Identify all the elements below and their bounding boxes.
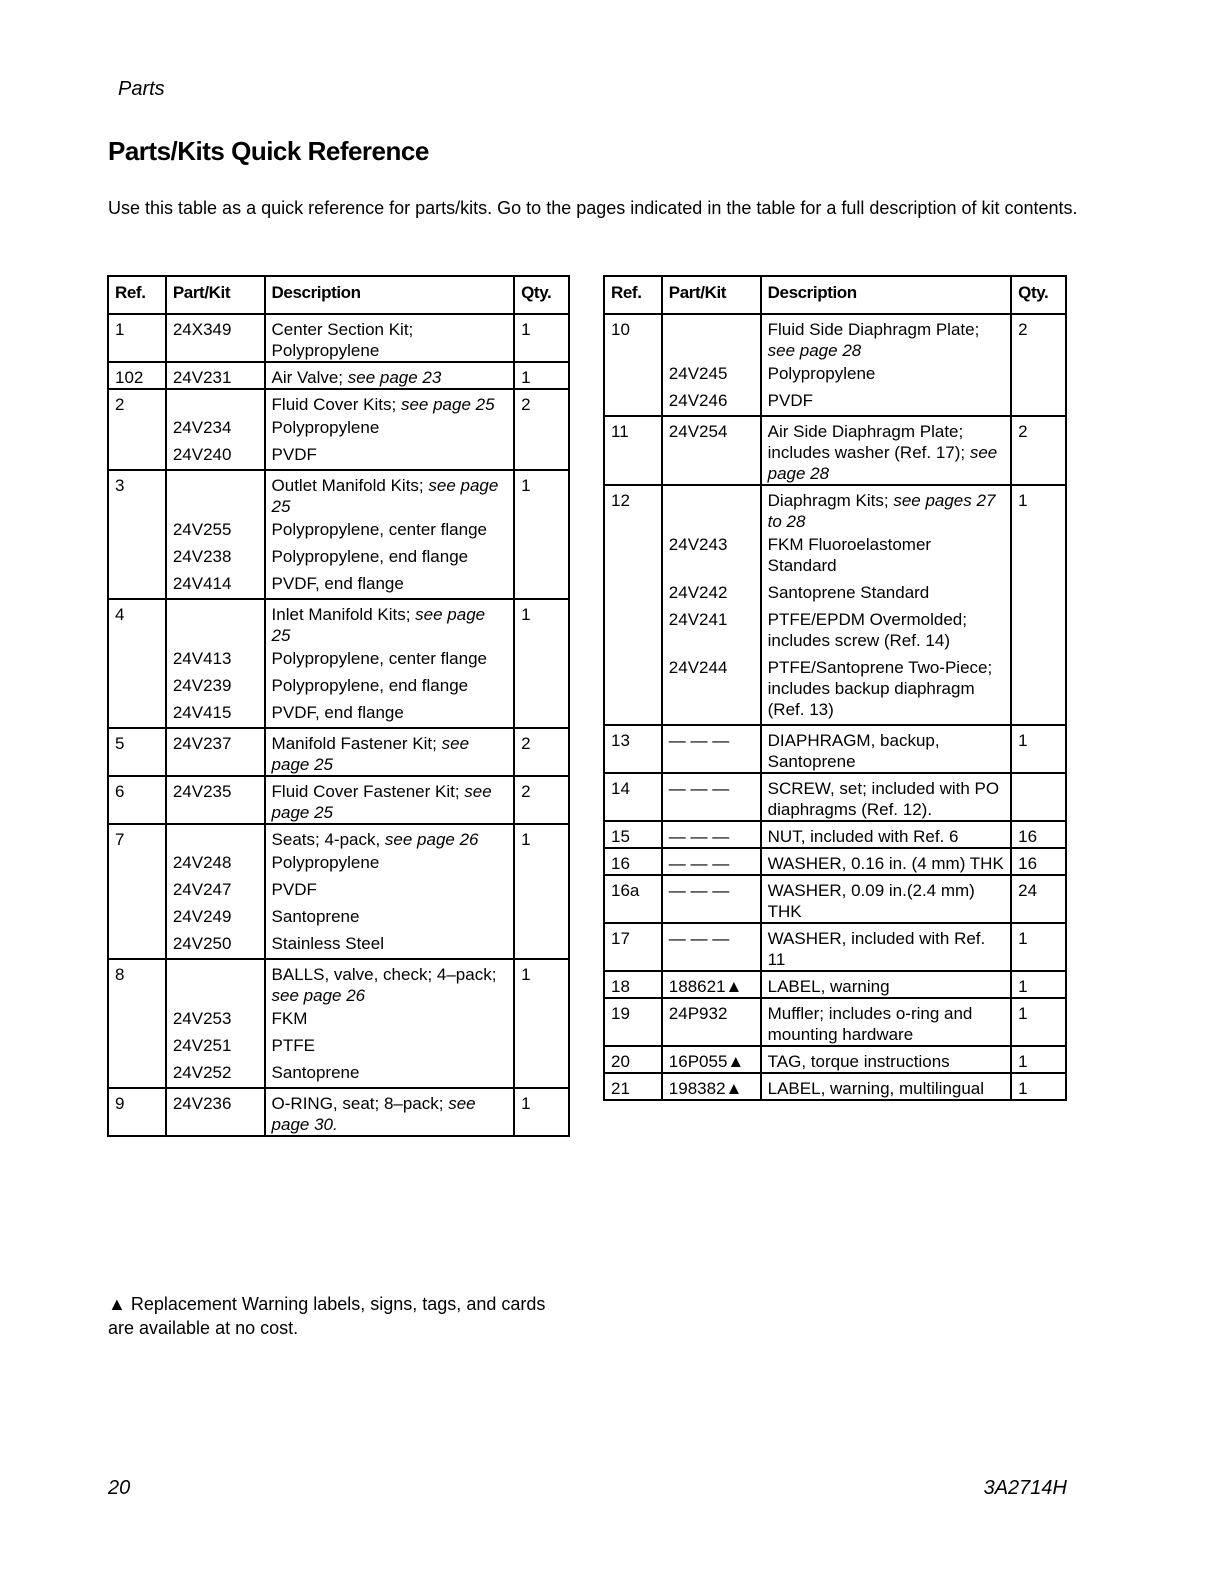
part-cell: 198382▲ [662,1073,761,1100]
description-cell: PVDF [761,388,1011,416]
qty-cell [514,571,569,599]
part-cell: 24V254 [662,416,761,485]
col-header-qty: Qty. [1011,276,1066,314]
ref-cell [604,532,662,580]
qty-cell [514,517,569,544]
ref-cell: 4 [108,599,166,646]
part-cell: 24V231 [166,362,265,389]
table-row [604,923,1066,971]
ref-cell: 7 [108,824,166,850]
page-reference: see page 26 [384,830,479,849]
table-row [108,389,569,415]
qty-cell [514,673,569,700]
col-header-description: Description [265,276,515,314]
description-cell [265,1088,515,1136]
description-cell [761,314,1011,361]
qty-cell [514,931,569,959]
description-cell: Polypropylene, end flange [265,673,515,700]
description-cell: Center Section Kit; Polypropylene [265,314,515,362]
section-label: Parts [118,78,165,100]
part-cell: 24V255 [166,517,265,544]
col-header-description: Description [761,276,1011,314]
part-cell [166,824,265,850]
part-cell: 24V249 [166,904,265,931]
description-text: O-RING, seat; 8–pack; [271,1094,449,1113]
ref-cell [604,580,662,607]
page-title: Parts/Kits Quick Reference [108,136,429,166]
qty-cell [514,1006,569,1033]
ref-cell [108,571,166,599]
description-cell: LABEL, warning [761,971,1011,998]
qty-cell [514,700,569,728]
part-cell: 24V250 [166,931,265,959]
part-cell [166,959,265,1006]
part-cell: 24V415 [166,700,265,728]
part-cell: 24V234 [166,415,265,442]
table-subrow [604,388,1066,416]
ref-cell: 12 [604,485,662,532]
page-reference: see page 25 [271,734,470,774]
part-cell: 24V237 [166,728,265,776]
qty-cell: 1 [514,959,569,1006]
table-row [604,875,1066,923]
qty-cell [1011,773,1066,821]
table-row [604,821,1066,848]
part-cell: 24V248 [166,850,265,877]
part-cell: 24X349 [166,314,265,362]
qty-cell [1011,532,1066,580]
part-cell: 16P055▲ [662,1046,761,1073]
page-reference: see page 30. [271,1094,476,1134]
qty-cell: 16 [1011,821,1066,848]
description-cell: Santoprene [265,904,515,931]
document-code: 3A2714H [983,1477,1067,1499]
description-cell: WASHER, 0.16 in. (4 mm) THK [761,848,1011,875]
qty-cell: 2 [514,776,569,824]
qty-cell [1011,607,1066,655]
description-cell: PTFE/EPDM Overmolded; includes screw (Ref. 14) [761,607,1011,655]
ref-cell [108,1033,166,1060]
description-text: Fluid Side Diaphragm Plate; [767,320,980,339]
qty-cell [514,850,569,877]
table-header-row [604,276,1066,314]
part-cell: 24V240 [166,442,265,470]
part-cell: 24V241 [662,607,761,655]
ref-cell: 16 [604,848,662,875]
part-cell: 188621▲ [662,971,761,998]
col-header-ref: Ref. [108,276,166,314]
ref-cell: 6 [108,776,166,824]
table-row [604,773,1066,821]
qty-cell [514,544,569,571]
table-row [108,776,569,824]
part-cell: 24V247 [166,877,265,904]
description-cell [265,824,515,850]
qty-cell: 1 [514,470,569,517]
ref-cell [604,607,662,655]
table-subrow [108,700,569,728]
ref-cell: 2 [108,389,166,415]
table-row [108,959,569,1006]
ref-cell: 21 [604,1073,662,1100]
qty-cell: 2 [514,389,569,415]
table-subrow [108,850,569,877]
qty-cell [514,904,569,931]
description-cell: Polypropylene, center flange [265,517,515,544]
table-subrow [108,571,569,599]
part-cell: — — — [662,848,761,875]
ref-cell [604,655,662,725]
page-reference: see page 28 [767,443,998,483]
description-text: Fluid Cover Fastener Kit; [271,782,465,801]
part-cell: 24P932 [662,998,761,1046]
col-header-qty: Qty. [514,276,569,314]
table-subrow [108,1033,569,1060]
part-cell: — — — [662,875,761,923]
qty-cell [1011,655,1066,725]
qty-cell: 16 [1011,848,1066,875]
description-cell: Muffler; includes o-ring and mounting hardware [761,998,1011,1046]
table-row [604,998,1066,1046]
ref-cell: 20 [604,1046,662,1073]
part-cell [166,599,265,646]
ref-cell [108,415,166,442]
part-cell: 24V252 [166,1060,265,1088]
description-text: Inlet Manifold Kits; [271,605,416,624]
description-text: Seats; 4-pack, [271,830,385,849]
qty-cell [1011,388,1066,416]
qty-cell: 1 [514,824,569,850]
table-subrow [108,877,569,904]
table-row [108,1088,569,1136]
qty-cell: 1 [1011,725,1066,773]
description-text: Manifold Fastener Kit; [271,734,442,753]
ref-cell [108,904,166,931]
qty-cell: 2 [514,728,569,776]
description-cell: Polypropylene, end flange [265,544,515,571]
intro-paragraph: Use this table as a quick reference for parts/kits. Go to the pages indicated in the table for a full description of kit contents. [108,198,1078,218]
ref-cell: 16a [604,875,662,923]
description-text: Air Side Diaphragm Plate; includes washer (Ref. 17); [767,422,970,462]
ref-cell [108,877,166,904]
qty-cell [514,646,569,673]
table-subrow [108,442,569,470]
qty-cell: 1 [514,314,569,362]
qty-cell: 1 [1011,1073,1066,1100]
ref-cell [108,931,166,959]
ref-cell: 3 [108,470,166,517]
description-cell: Santoprene [265,1060,515,1088]
qty-cell: 1 [1011,998,1066,1046]
page-number: 20 [108,1477,131,1499]
part-cell: — — — [662,773,761,821]
qty-cell: 1 [1011,971,1066,998]
part-cell: 24V242 [662,580,761,607]
ref-cell: 9 [108,1088,166,1136]
table-subrow [604,655,1066,725]
table-subrow [604,361,1066,388]
ref-cell: 1 [108,314,166,362]
description-text: Diaphragm Kits; [767,491,894,510]
description-cell: DIAPHRAGM, backup, Santoprene [761,725,1011,773]
table-subrow [604,607,1066,655]
description-cell: PVDF [265,877,515,904]
ref-cell [604,388,662,416]
part-cell: 24V243 [662,532,761,580]
qty-cell [514,415,569,442]
description-cell: Polypropylene [265,415,515,442]
part-cell: — — — [662,923,761,971]
part-cell: 24V239 [166,673,265,700]
ref-cell: 17 [604,923,662,971]
table-subrow [604,580,1066,607]
page-reference: see page 25 [400,395,495,414]
ref-cell [108,673,166,700]
table-row [108,599,569,646]
description-cell [265,470,515,517]
description-cell: WASHER, included with Ref. 11 [761,923,1011,971]
description-cell: PTFE/Santoprene Two-Piece; includes backup diaphragm (Ref. 13) [761,655,1011,725]
description-text: BALLS, valve, check; 4–pack; [271,965,497,984]
description-cell [265,389,515,415]
part-cell: 24V253 [166,1006,265,1033]
table-header-row [108,276,569,314]
page-reference: see page 25 [271,782,492,822]
table-subrow [108,646,569,673]
qty-cell [514,1060,569,1088]
col-header-ref: Ref. [604,276,662,314]
ref-cell: 5 [108,728,166,776]
ref-cell: 19 [604,998,662,1046]
ref-cell [108,517,166,544]
description-cell: NUT, included with Ref. 6 [761,821,1011,848]
description-cell: Polypropylene [761,361,1011,388]
part-cell: 24V244 [662,655,761,725]
table-subrow [108,1006,569,1033]
ref-cell: 13 [604,725,662,773]
ref-cell: 15 [604,821,662,848]
col-header-part: Part/Kit [662,276,761,314]
ref-cell [108,1006,166,1033]
qty-cell: 1 [1011,1046,1066,1073]
part-cell [166,470,265,517]
ref-cell [108,646,166,673]
qty-cell [514,442,569,470]
part-cell: — — — [662,725,761,773]
table-subrow [108,931,569,959]
table-row [604,848,1066,875]
description-cell [265,959,515,1006]
ref-cell: 18 [604,971,662,998]
table-subrow [108,544,569,571]
warning-label-footnote: ▲ Replacement Warning labels, signs, tags, and cards are available at no cost. [108,1294,546,1338]
ref-cell: 8 [108,959,166,1006]
qty-cell [514,877,569,904]
ref-cell: 10 [604,314,662,361]
part-cell [662,314,761,361]
description-cell: PVDF, end flange [265,571,515,599]
table-subrow [108,673,569,700]
ref-cell [108,850,166,877]
description-cell: Stainless Steel [265,931,515,959]
qty-cell: 2 [1011,314,1066,361]
qty-cell: 1 [514,1088,569,1136]
qty-cell: 1 [1011,923,1066,971]
table-subrow [108,517,569,544]
ref-cell [604,361,662,388]
table-subrow [604,532,1066,580]
description-cell: PVDF [265,442,515,470]
qty-cell: 1 [1011,485,1066,532]
table-subrow [108,904,569,931]
description-cell: TAG, torque instructions [761,1046,1011,1073]
page-reference: see page 26 [271,986,366,1005]
table-row [604,485,1066,532]
description-cell: PTFE [265,1033,515,1060]
description-cell: Polypropylene, center flange [265,646,515,673]
qty-cell [1011,361,1066,388]
ref-cell: 14 [604,773,662,821]
description-cell: PVDF, end flange [265,700,515,728]
part-cell: 24V414 [166,571,265,599]
description-cell [265,728,515,776]
part-cell [166,389,265,415]
part-cell [662,485,761,532]
ref-cell [108,544,166,571]
parts-table-right [603,275,1067,1101]
description-cell: Polypropylene [265,850,515,877]
ref-cell: 102 [108,362,166,389]
ref-cell [108,1060,166,1088]
part-cell: 24V245 [662,361,761,388]
description-text: Outlet Manifold Kits; [271,476,429,495]
description-cell [761,485,1011,532]
description-cell [265,362,515,389]
table-subrow [108,415,569,442]
table-row [604,971,1066,998]
qty-cell: 1 [514,362,569,389]
table-subrow [108,1060,569,1088]
part-cell: 24V238 [166,544,265,571]
page-reference: see pages 27 to 28 [767,491,996,531]
ref-cell [108,442,166,470]
ref-cell [108,700,166,728]
part-cell: — — — [662,821,761,848]
table-row [108,824,569,850]
page-reference: see page 28 [767,341,862,360]
table-row [108,470,569,517]
part-cell: 24V251 [166,1033,265,1060]
table-row [108,314,569,362]
description-text: Air Valve; [271,368,348,387]
page-reference: see page 25 [271,605,486,645]
description-cell: FKM [265,1006,515,1033]
table-row [604,725,1066,773]
page-reference: see page 23 [347,368,442,387]
part-cell: 24V413 [166,646,265,673]
page-reference: see page 25 [271,476,499,516]
qty-cell: 1 [514,599,569,646]
ref-cell: 11 [604,416,662,485]
col-header-part: Part/Kit [166,276,265,314]
table-row [604,1046,1066,1073]
table-row [108,728,569,776]
qty-cell [514,1033,569,1060]
description-text: Fluid Cover Kits; [271,395,401,414]
table-row [604,1073,1066,1100]
description-cell: SCREW, set; included with PO diaphragms (Ref. 12). [761,773,1011,821]
parts-table-left [107,275,570,1137]
description-cell [265,776,515,824]
qty-cell: 2 [1011,416,1066,485]
description-cell: Santoprene Standard [761,580,1011,607]
description-cell: WASHER, 0.09 in.(2.4 mm) THK [761,875,1011,923]
description-cell [761,416,1011,485]
description-cell: LABEL, warning, multilingual [761,1073,1011,1100]
description-cell: FKM Fluoroelastomer Standard [761,532,1011,580]
part-cell: 24V246 [662,388,761,416]
part-cell: 24V236 [166,1088,265,1136]
table-row [108,362,569,389]
description-cell [265,599,515,646]
table-row [604,416,1066,485]
part-cell: 24V235 [166,776,265,824]
qty-cell: 24 [1011,875,1066,923]
table-row [604,314,1066,361]
qty-cell [1011,580,1066,607]
